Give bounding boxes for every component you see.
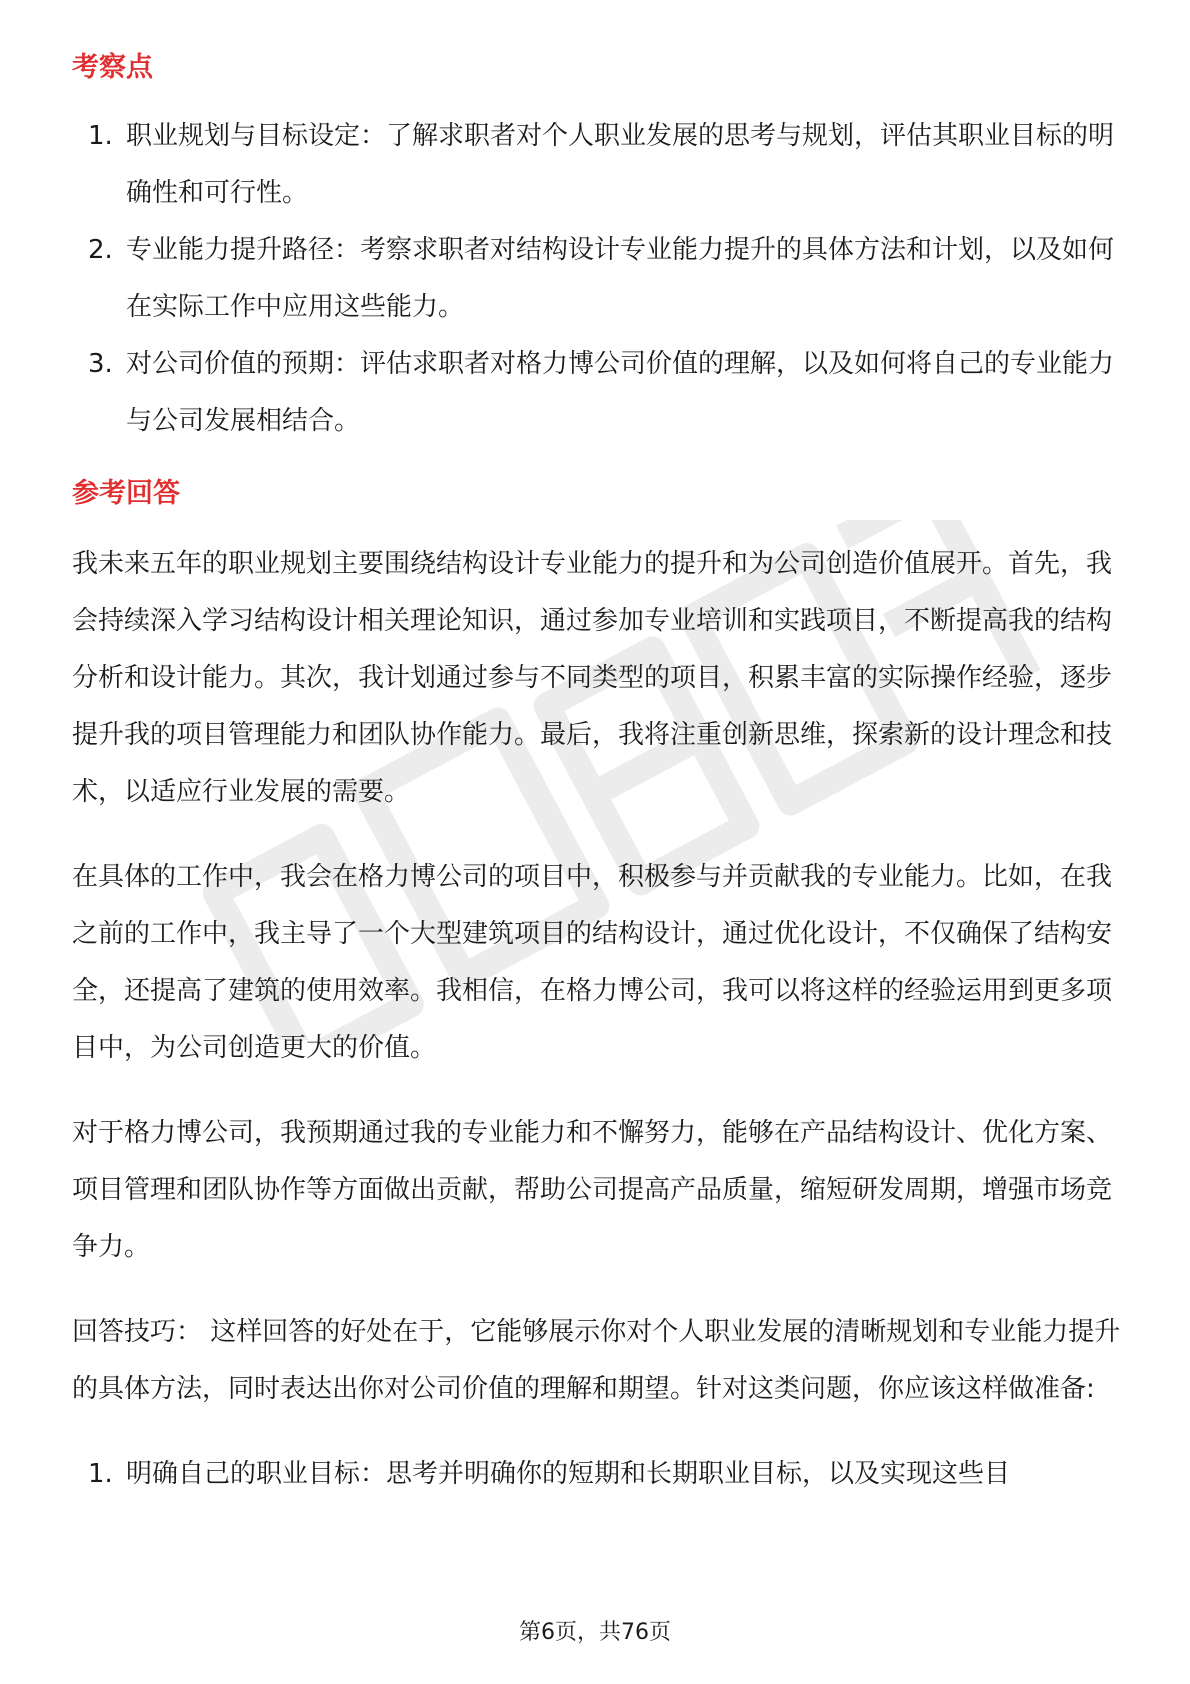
tips-paragraph: 回答技巧： 这样回答的好处在于，它能够展示你对个人职业发展的清晰规划和专业能力提升的具体方法，同时表达出你对公司价值的理解和期望。针对这类问题，你应该这样做准备: <box>72 1317 1121 1404</box>
list-item-number: 3. <box>88 349 113 379</box>
list-item-number: 1. <box>88 121 113 151</box>
list-item-text: 对公司价值的预期：评估求职者对格力博公司价值的理解，以及如何将自己的专业能力与公司发展相结合。 <box>126 349 1115 436</box>
paragraph-spacer <box>72 1276 1122 1304</box>
page-number: 第6页，共76页 <box>519 1620 671 1645</box>
answer-paragraph: 对于格力博公司，我预期通过我的专业能力和不懈努力，能够在产品结构设计、优化方案、项目管理和团队协作等方面做出贡献，帮助公司提高产品质量，缩短研发周期，增强市场竞争力。 <box>72 1118 1113 1262</box>
points-heading: 考察点 <box>72 52 153 83</box>
list-item-number: 1. <box>88 1459 113 1489</box>
list-item <box>72 336 1122 450</box>
paragraph-spacer <box>72 1077 1122 1105</box>
tips-list <box>72 1446 1122 1503</box>
list-item-text: 专业能力提升路径：考察求职者对结构设计专业能力提升的具体方法和计划，以及如何在实际工作中应用这些能力。 <box>126 235 1115 322</box>
list-item <box>72 222 1122 336</box>
list-item-text: 明确自己的职业目标：思考并明确你的短期和长期职业目标，以及实现这些目 <box>126 1459 1011 1489</box>
paragraph-spacer <box>72 1418 1122 1446</box>
main-content <box>72 48 1122 1503</box>
list-item <box>72 1446 1122 1503</box>
answer-paragraph: 在具体的工作中，我会在格力博公司的项目中，积极参与并贡献我的专业能力。比如，在我之前的工作中，我主导了一个大型建筑项目的结构设计，通过优化设计，不仅确保了结构安全，还提高了建筑的使用效率。我相信，在格力博公司，我可以将这样的经验运用到更多项目中，为公司创造更大的价值。 <box>72 862 1113 1063</box>
points-list <box>72 108 1122 450</box>
list-item-number: 2. <box>88 235 113 265</box>
answer-heading: 参考回答 <box>72 478 180 509</box>
answer-paragraph: 我未来五年的职业规划主要围绕结构设计专业能力的提升和为公司创造价值展开。首先，我会持续深入学习结构设计相关理论知识，通过参加专业培训和实践项目，不断提高我的结构分析和设计能力。其次，我计划通过参与不同类型的项目，积累丰富的实际操作经验，逐步提升我的项目管理能力和团队协作能力。最后，我将注重创新思维，探索新的设计理念和技术，以适应行业发展的需要。 <box>72 549 1113 807</box>
list-item <box>72 108 1122 222</box>
list-item-text: 职业规划与目标设定：了解求职者对个人职业发展的思考与规划，评估其职业目标的明确性和可行性。 <box>126 121 1115 208</box>
paragraph-spacer <box>72 821 1122 849</box>
